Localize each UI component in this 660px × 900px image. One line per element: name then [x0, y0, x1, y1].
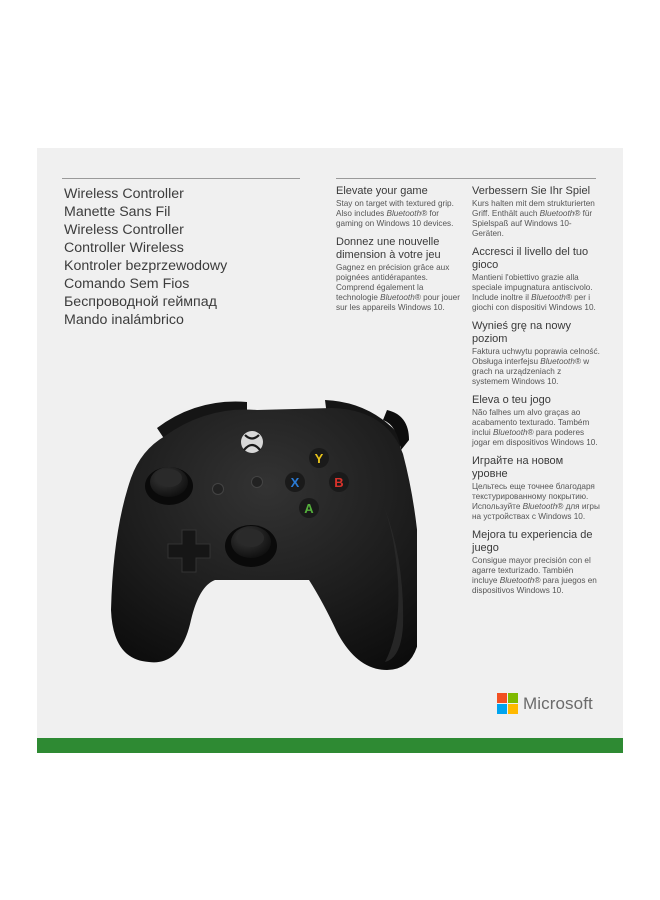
product-title-list — [64, 185, 304, 329]
description-text: Kurs halten mit dem strukturierten Griff. Enthält auch Bluetooth® für Spielspaß auf Windows 10-Geräten. — [472, 199, 595, 238]
description-block-fr — [336, 236, 464, 313]
description-block-en — [336, 185, 464, 229]
product-title-ru: Беспроводной геймпад — [64, 294, 217, 310]
description-text: Mantieni l'obiettivo grazie alla speciale impugnatura antiscivolo. Include inoltre il Bluetooth® per i giochi con dispositivi Windows 10. — [472, 273, 596, 312]
right-thumbstick — [225, 525, 277, 567]
product-title-pt: Comando Sem Fios — [64, 276, 190, 292]
divider-left — [62, 178, 300, 179]
description-heading: Wyniеś grę na nowy poziom — [472, 320, 571, 345]
microsoft-logo-icon — [497, 693, 518, 714]
description-block-es — [472, 529, 600, 596]
divider-right — [336, 178, 596, 179]
description-heading: Elevate your game — [336, 185, 428, 197]
x-button-label: X — [290, 475, 300, 490]
description-heading: Mejora tu experiencia de juego — [472, 529, 593, 554]
description-column-b — [472, 185, 600, 603]
view-button-icon — [213, 484, 224, 495]
left-thumbstick — [145, 467, 193, 505]
description-block-it — [472, 246, 600, 313]
microsoft-brand — [497, 693, 593, 714]
product-title-pl: Kontroler bezprzewodowy — [64, 258, 228, 274]
y-button-label: Y — [314, 451, 324, 466]
description-text: Não falhes um alvo graças ao acabamento texturado. Também inclui Bluetooth® para poderes jogar em dispositivos Windows 10. — [472, 408, 598, 447]
description-heading: Играйте на новом уровне — [472, 455, 564, 480]
menu-button-icon — [252, 477, 263, 488]
description-heading: Donnez une nouvelle dimension à votre jeu — [336, 236, 441, 261]
product-title-it: Controller Wireless — [64, 240, 184, 256]
description-block-pl — [472, 320, 600, 387]
brand-name: Microsoft — [523, 693, 593, 713]
description-block-pt — [472, 394, 600, 448]
a-button-label: A — [304, 501, 314, 516]
product-title-fr: Manette Sans Fil — [64, 204, 171, 220]
packaging-panel — [37, 148, 623, 753]
description-heading: Eleva o teu jogo — [472, 394, 551, 406]
description-heading: Accresci il livello del tuo gioco — [472, 246, 589, 271]
description-heading: Verbessern Sie Ihr Spiel — [472, 185, 591, 197]
description-text: Gagnez en précision grâce aux poignées antidérapantes. Comprend également la technologie Bluetooth® pour jouer sur les appareils Windows 10. — [336, 263, 460, 312]
xbox-logo-icon — [241, 431, 263, 453]
controller-image — [87, 370, 417, 690]
b-button-label: B — [334, 475, 344, 490]
description-text: Faktura uchwytu poprawia celność. Obsługa interfejsu Bluetooth® w grach na urządzeniach z systemem Windows 10. — [472, 347, 600, 386]
product-title-es: Mando inalámbrico — [64, 312, 184, 328]
description-text: Цельтесь еще точнее благодаря текстурированному покрытию. Используйте Bluetooth® для игры на устройствах с Windows 10. — [472, 482, 600, 521]
product-title-de: Wireless Controller — [64, 222, 184, 238]
description-block-ru — [472, 455, 600, 522]
description-block-de — [472, 185, 600, 239]
description-text: Stay on target with textured grip. Also includes Bluetooth® for gaming on Windows 10 devices. — [336, 199, 454, 228]
description-column-a — [336, 185, 464, 320]
description-text: Consigue mayor precisión con el agarre texturizado. También incluye Bluetooth® para juegos en dispositivos Windows 10. — [472, 556, 597, 595]
product-title-en: Wireless Controller — [64, 186, 184, 202]
green-stripe — [37, 738, 623, 753]
